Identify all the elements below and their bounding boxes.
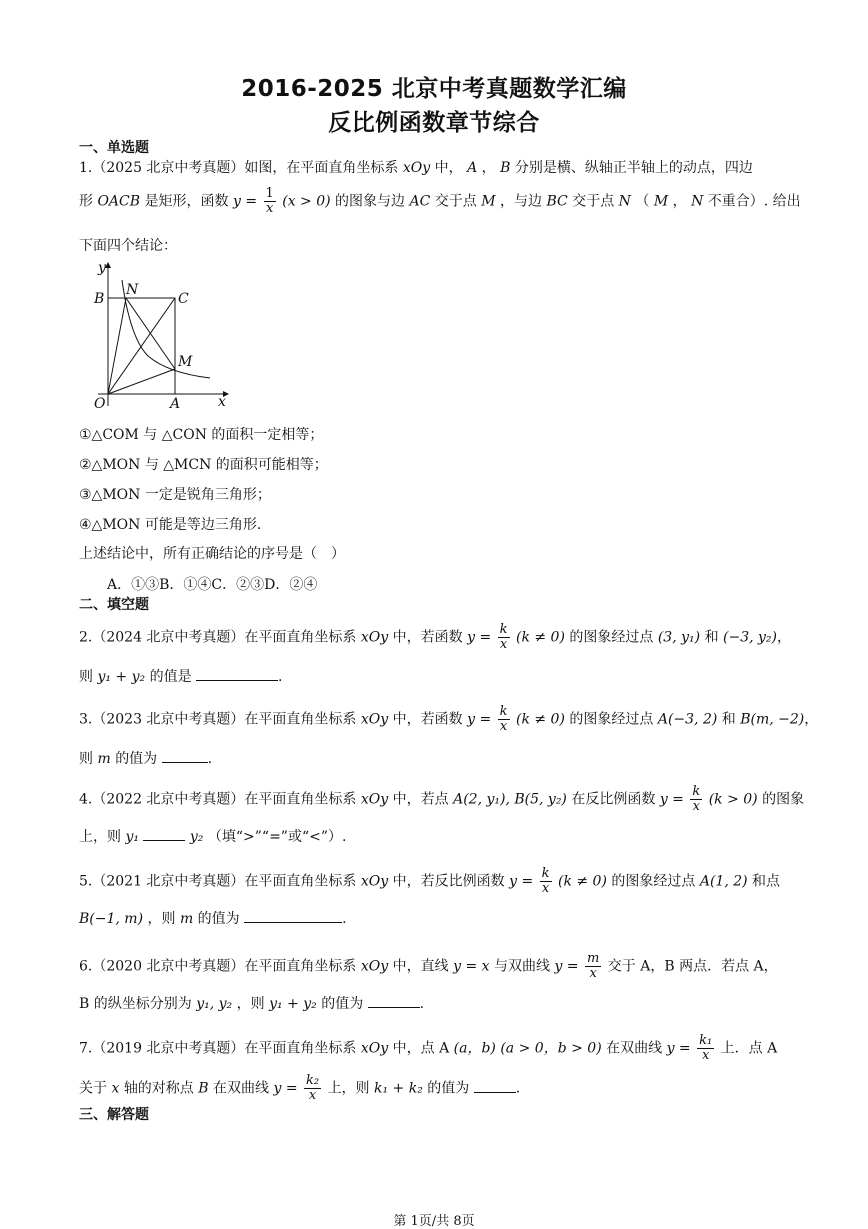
choice-d[interactable]: D．②④: [264, 577, 318, 593]
q1-line2: 形 OACB 是矩形，函数 y = $\frac{1}{x}$ (x > 0) 的图象与边 AC 交于点 M ，与边 BC 交于点 N （ M ， N 不重合）. 给出: [79, 186, 801, 216]
q1-conclusion-2: ②△MON 与 △MCN 的面积可能相等；: [79, 457, 328, 473]
q1-conclusion-3: ③△MON 一定是锐角三角形；: [79, 487, 271, 503]
q5-line1: 5.（2021 北京中考真题）在平面直角坐标系 xOy 中，若反比例函数 y = $\frac{k}{x}$ (k ≠ 0) 的图象经过点 A(1, 2) 和点: [79, 866, 781, 896]
label-O: O: [94, 396, 106, 412]
q3-line2: 则 m 的值为 .: [79, 748, 212, 768]
q7-line1: 7.（2019 北京中考真题）在平面直角坐标系 xOy 中，点 A (a，b) (a > 0，b > 0) 在双曲线 y = $\frac{\text{k₁}}{x}$ 上．点 A: [79, 1033, 778, 1063]
q1-line3: 下面四个结论：: [79, 238, 177, 254]
section-heading-solution: 三、解答题: [79, 1107, 149, 1123]
doc-title-line2: 反比例函数章节综合: [328, 110, 540, 136]
q2-line1: 2.（2024 北京中考真题）在平面直角坐标系 xOy 中，若函数 y = $\frac{k}{x}$ (k ≠ 0) 的图象经过点 (3, y₁) 和 (−3, y₂)，: [79, 622, 791, 652]
q2-line2: 则 y₁ + y₂ 的值是 .: [79, 666, 283, 686]
section-heading-fill-blank: 二、填空题: [79, 597, 149, 613]
q1-conclusion-1: ①△COM 与 △CON 的面积一定相等；: [79, 427, 324, 443]
q1-conclusion-4: ④△MON 可能是等边三角形.: [79, 517, 262, 533]
choice-c[interactable]: C．②③: [211, 577, 265, 593]
q1-line1: 1.（2025 北京中考真题）如图，在平面直角坐标系 xOy 中， A ， B 分别是横、纵轴正半轴上的动点，四边: [79, 160, 753, 176]
q6-line2: B 的纵坐标分别为 y₁, y₂ ，则 y₁ + y₂ 的值为 .: [79, 993, 424, 1013]
label-M: M: [178, 354, 193, 370]
q4-line1: 4.（2022 北京中考真题）在平面直角坐标系 xOy 中，若点 A(2, y₁), B(5, y₂) 在反比例函数 y = $\frac{k}{x}$ (k > 0) 的图象: [79, 784, 805, 814]
label-A: A: [170, 396, 181, 412]
q1-figure: [88, 258, 238, 414]
segment-OC: [108, 298, 175, 394]
label-N: N: [126, 282, 139, 298]
label-C: C: [178, 291, 189, 307]
q7-answer-blank[interactable]: [474, 1078, 516, 1093]
q1-choices: [107, 574, 317, 594]
q3-answer-blank[interactable]: [162, 748, 208, 763]
q6-answer-blank[interactable]: [368, 993, 420, 1008]
page-number: 第 1页/共 8页: [393, 1214, 475, 1229]
q5-line2: B(−1, m) ，则 m 的值为 .: [79, 908, 347, 928]
segment-OM: [108, 369, 175, 394]
label-x: x: [218, 394, 226, 410]
choice-b[interactable]: B．①④: [159, 577, 212, 593]
q5-answer-blank[interactable]: [244, 908, 342, 923]
q7-line2: 关于 x 轴的对称点 B 在双曲线 y = $\frac{\text{k₂}}{x}$ 上，则 k₁ + k₂ 的值为 .: [79, 1073, 521, 1103]
segment-ON: [108, 298, 126, 394]
q1-question: 上述结论中，所有正确结论的序号是（ ）: [79, 546, 345, 562]
q4-answer-blank[interactable]: [143, 826, 185, 841]
q4-line2: 上，则 y₁ y₂ （填“>”“=”或“<”）.: [79, 826, 346, 846]
q3-line1: 3.（2023 北京中考真题）在平面直角坐标系 xOy 中，若函数 y = $\frac{k}{x}$ (k ≠ 0) 的图象经过点 A(−3, 2) 和 B(m, −2)，: [79, 704, 819, 734]
choice-a[interactable]: A．①③: [107, 577, 160, 593]
section-heading-single-choice: 一、单选题: [79, 140, 149, 156]
label-y: y: [98, 260, 106, 276]
doc-title-line1: 2016-2025 北京中考真题数学汇编: [241, 76, 627, 102]
q2-answer-blank[interactable]: [196, 666, 278, 681]
label-B: B: [94, 291, 105, 307]
q6-line1: 6.（2020 北京中考真题）在平面直角坐标系 xOy 中，直线 y = x 与双曲线 y = $\frac{m}{x}$ 交于 A，B 两点．若点 A，: [79, 951, 778, 981]
fraction-1-over-x: $\frac{1}{x}$: [265, 186, 274, 216]
